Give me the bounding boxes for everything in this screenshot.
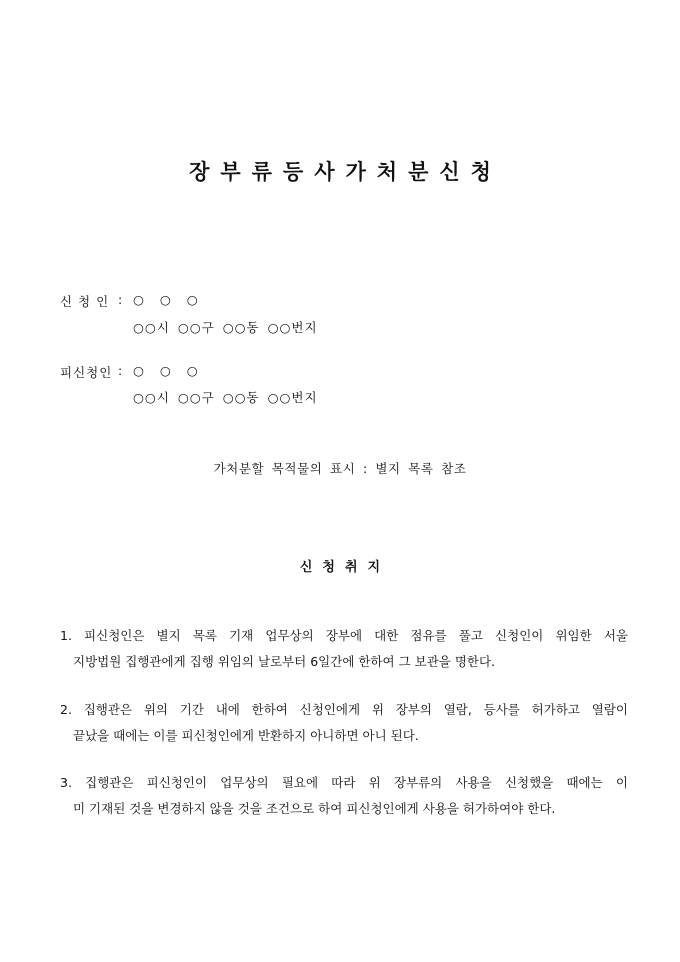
section-heading: 신청취지: [299, 560, 391, 575]
clause-line: 2. 집행관은 위의 기간 내에 한하여 신청인에게 위 장부의 열람, 등사를 허가하고 열람이: [60, 702, 628, 717]
clause-3: [60, 770, 628, 822]
applicant-address: ○○시 ○○구 ○○동 ○○번지: [133, 320, 318, 335]
target-note: 가처분할 목적물의 표시 : 별지 목록 참조: [213, 461, 467, 476]
document-title: 장부류등사가처분신청: [189, 159, 502, 184]
respondent-separator: :: [118, 363, 123, 378]
clause-line: 지방법원 집행관에게 집행 위임의 날로부터 6일간에 한하여 그 보관을 명한다.: [73, 654, 496, 669]
respondent-address: ○○시 ○○구 ○○동 ○○번지: [133, 390, 318, 405]
respondent-label: 피신청인: [60, 365, 113, 380]
clause-line: 끝났을 때에는 이를 피신청인에게 반환하지 아니하면 아니 된다.: [73, 728, 419, 743]
clause-line: 3. 집행관은 피신청인이 업무상의 필요에 따라 위 장부류의 사용을 신청했을 때에는 이: [60, 775, 628, 790]
respondent-name: ○ ○ ○: [133, 363, 204, 378]
applicant-name: ○ ○ ○: [133, 292, 204, 307]
clause-1: [60, 623, 628, 675]
clause-line: 미 기재된 것을 변경하지 않을 것을 조건으로 하여 피신청인에게 사용을 허가하여야 한다.: [73, 801, 556, 816]
applicant-separator: :: [118, 292, 123, 307]
applicant-label: 신 청 인: [60, 294, 110, 309]
clause-2: [60, 697, 628, 749]
clause-line: 1. 피신청인은 별지 목록 기재 업무상의 장부에 대한 점유를 풀고 신청인이 위임한 서울: [60, 628, 628, 643]
